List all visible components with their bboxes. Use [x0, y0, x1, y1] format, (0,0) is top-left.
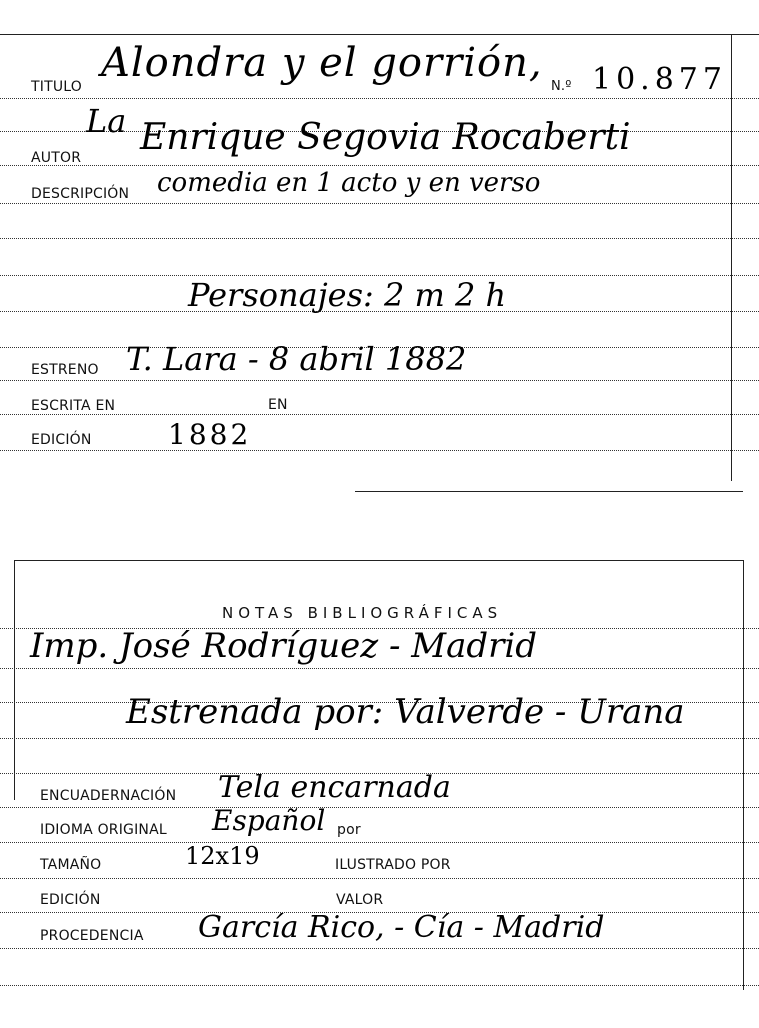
titulo-label: TITULO [31, 79, 82, 95]
ilustrado-label: ILUSTRADO POR [335, 857, 451, 873]
rule-line [0, 807, 759, 808]
descripcion-label: DESCRIPCIÓN [31, 186, 130, 202]
valor-label: VALOR [336, 892, 384, 908]
card-right-border [743, 560, 744, 990]
descripcion-value: comedia en 1 acto y en verso [157, 168, 541, 198]
catalog-card-bottom [0, 560, 759, 1028]
rule-line [0, 203, 759, 204]
rule-line [0, 668, 759, 669]
rule-line [0, 985, 759, 986]
encuadernacion-value: Tela encarnada [218, 770, 451, 805]
card-top-border [14, 560, 743, 561]
numero-value: 10.877 [592, 62, 727, 97]
rule-line [0, 165, 759, 166]
estreno-value: T. Lara - 8 abril 1882 [126, 340, 467, 378]
nota-estreno: Estrenada por: Valverde - Urana [126, 692, 685, 732]
estreno-label: ESTRENO [31, 362, 99, 378]
rule-line [0, 738, 759, 739]
titulo-value: Alondra y el gorrión, [101, 40, 543, 86]
edicion-value: 1882 [168, 418, 252, 451]
idioma-label: IDIOMA ORIGINAL [40, 822, 167, 838]
encuadernacion-label: ENCUADERNACIÓN [40, 788, 177, 804]
rule-line [0, 380, 759, 381]
card-left-border [14, 560, 15, 800]
rule-line [0, 238, 759, 239]
por-label: por [337, 822, 361, 838]
autor-label: AUTOR [31, 150, 82, 166]
idioma-value: Español [212, 804, 326, 837]
card-top-border [0, 34, 759, 35]
notas-heading: NOTAS BIBLIOGRÁFICAS [222, 604, 503, 622]
rule-line [0, 878, 759, 879]
en-label: EN [268, 397, 288, 413]
escrita-en-label: ESCRITA EN [31, 398, 116, 414]
rule-line [0, 414, 759, 415]
card-bottom-edge [355, 491, 743, 492]
tamano-label: TAMAÑO [40, 857, 102, 873]
procedencia-value: García Rico, - Cía - Madrid [198, 910, 605, 945]
rule-line [0, 842, 759, 843]
titulo-article: La [86, 102, 127, 140]
rule-line [0, 98, 759, 99]
rule-line [0, 948, 759, 949]
tamano-value: 12x19 [185, 842, 260, 870]
numero-label: N.º [551, 79, 572, 94]
procedencia-label: PROCEDENCIA [40, 928, 144, 944]
nota-imprenta: Imp. José Rodríguez - Madrid [30, 626, 538, 666]
edicion-label: EDICIÓN [40, 892, 101, 908]
edicion-label: EDICIÓN [31, 432, 92, 448]
catalog-card-top [0, 0, 759, 500]
autor-value: Enrique Segovia Rocaberti [140, 117, 631, 158]
personajes-note: Personajes: 2 m 2 h [188, 276, 507, 314]
rule-line [0, 450, 759, 451]
